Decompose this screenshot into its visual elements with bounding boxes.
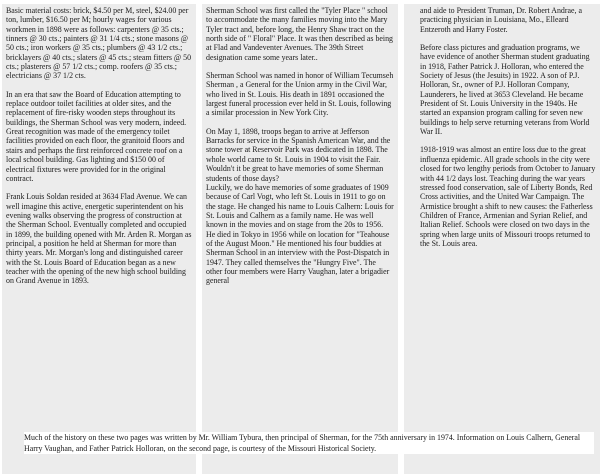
paragraph: Sherman School was first called the "Tyler Place " school to accommodate the many families moving into the Mary Tyler tract and, before long, the Henry Shaw tract on the north side of " Floral" Place. It was then described as being at Flad and Vandeventer Avenues. The 39th Street designation came some years later.. <box>206 6 394 62</box>
paragraph: Frank Louis Soldan resided at 3634 Flad Avenue. We can well imagine this active, energetic superintendent on his evening walks observing the progress of construction at the Sherman School. Eventually completed and occupied in 1899, the building opened with Mr. Arden R. Morgan as principal, a position he held at Sherman for more than thirty years. Mr. Morgan's long and distinguished career with the St. Louis Board of Education began as a new teacher with the opening of the new high school building on Grand Avenue in 1893. <box>6 192 192 286</box>
paragraph: 1918-1919 was almost an entire loss due to the great influenza epidemic. All grade schools in the city were closed for two lengthy periods from October to January with 44 1/2 days lost. Teaching during the war years stressed food conservation, sale of Liberty Bonds, Red Cross activities, and the United War Campaign. The Armistice brought a shift to new causes: the Fatherless Children of France, Armenian and Syrian Relief, and Italian Relief. Schools were closed on two days in the spring when large units of Missouri troops returned to the St. Louis area. <box>420 145 596 248</box>
footer-credit-note: Much of the history on these two pages was written by Mr. William Tybura, then principal of Sherman, for the 75th anniversary in 1974. Information on Louis Calhern, General Harry Vaughan, and Father Patrick Holloran, on the second page, is courtesy of the Missouri Historical Society. <box>24 432 594 454</box>
paragraph: Before class pictures and graduation programs, we have evidence of another Sherman student graduating in 1918, Father Patrick J. Holloran, who entered the Society of Jesus (the Jesuits) in 1922. A son of P.J. Holloran, Sr., owner of P.J. Holloran Company, Launderers, he lived at 3653 Cleveland. He became President of St. Louis University in the 1940s. He started an expansion program calling for seven new buildings to help serve returning veterans from World War II. <box>420 43 590 137</box>
paragraph: and aide to President Truman, Dr. Robert Andrae, a practicing physician in Louisiana, Mo., Elleard Entzeroth and Harry Foster. <box>420 6 582 34</box>
paragraph: In an era that saw the Board of Education attempting to replace outdoor toilet facilities at older sites, and the replacement of fire-risky wooden steps throughout its buildings, the Sherman School was very modern, indeed. Great recognition was made of the emergency toilet facilities provided on each floor, the granitoid floors and stairs and perhaps the first reinforced concrete roof on a local school building. Gas lighting and $150 00 of electrical fixtures were provided for in the original contract. <box>6 89 187 183</box>
paragraph: Basic material costs: brick, $4.50 per M, steel, $24.00 per ton, lumber, $16.50 per M; hourly wages for various workmen in 1898 were as follows: carpenters @ 35 cts.; tinners @ 30 cts.; painters @ 31 1/4 cts.; stone masons @ 50 cts.; iron workers @ 35 cts.; plumbers @ 43 1/2 cts.; bricklayers @ 40 cts.; slaters @ 45 cts.; steam fitters @ 50 cts.; plasterers @ 57 1/2 cts.; comp. roofers @ 35 cts.; electricians @ 37 1/2 cts. <box>6 6 192 81</box>
text-column-3 <box>404 4 600 474</box>
paragraph: Sherman School was named in honor of William Tecumseh Sherman , a General for the Union army in the Civil War, who lived in St. Louis. His death in 1891 occasioned the largest funeral procession ever held in St. Louis, following a similar procession in New York City. <box>206 71 394 118</box>
paragraph: On May 1, 1898, troops began to arrive at Jefferson Barracks for service in the Spanish American War, and the stone tower at Reservoir Park was dedicated in 1898. The whole world came to St. Louis in 1904 to visit the Fair. Wouldn't it be great to have memories of some Sherman students of those days? Luckily, we do have memories of some graduates of 1909 because of Carl Vogt, who left St. Louis in 1911 to go on the stage. He changed his name to Louis Calhern: Louis for St. Louis and Calhern as a family name. He was well known in the movies and on stage from the 20s to 1956. He died in Tokyo in 1956 while on location for "Teahouse of the August Moon." He mentioned his four buddies at Sherman School in an interview with the Post-Dispatch in 1947. They called themselves the "Hungry Five". The other four members were Harry Vaughan, later a brigadier general <box>206 126 394 286</box>
text-column-2 <box>202 4 398 474</box>
text-column-1 <box>2 4 196 474</box>
